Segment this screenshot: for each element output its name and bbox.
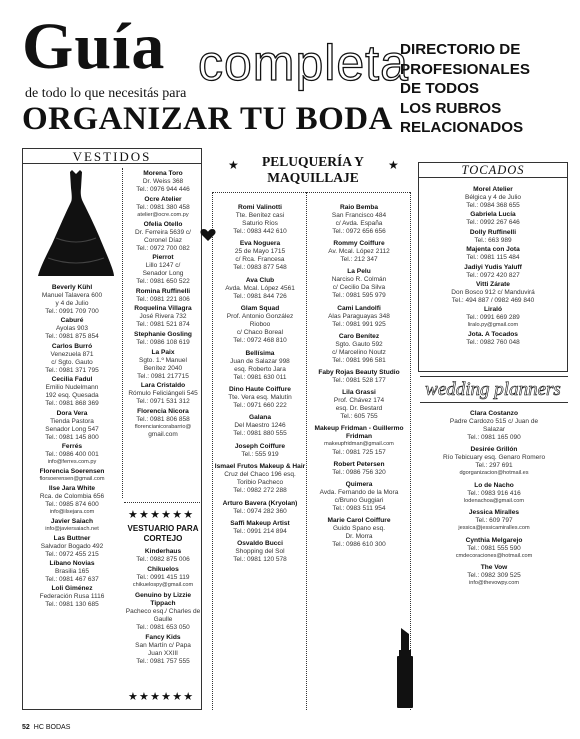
entry-detail: Senador Long xyxy=(142,270,184,278)
entry-name: Ava Club xyxy=(245,276,275,284)
list-item xyxy=(124,566,202,590)
list-item xyxy=(214,240,306,272)
entry-name: Saffi Makeup Artist xyxy=(230,519,290,527)
wedding-line-bottom xyxy=(420,402,568,403)
entry-detail: Tel.: 494 887 / 0982 469 840 xyxy=(451,296,535,304)
list-item xyxy=(124,221,202,253)
entry-detail: Av. Mcal. López 2112 xyxy=(328,248,390,256)
entry-detail: Avda. Fernando de la Mora xyxy=(319,489,399,497)
entry-name: Loli Giménez xyxy=(51,585,93,593)
entry-name: Ferrés xyxy=(61,442,83,450)
list-item xyxy=(124,634,202,666)
entry-detail: Shopping del Sol xyxy=(235,548,285,556)
entry-detail: Del Maestro 1246 xyxy=(234,422,286,430)
list-item xyxy=(124,408,202,440)
list-item xyxy=(214,540,306,564)
list-item xyxy=(124,592,202,632)
entry-name: Liraló xyxy=(484,306,502,314)
stars-top: ★★★★★★ xyxy=(128,509,195,521)
list-item xyxy=(214,350,306,382)
list-item xyxy=(420,246,566,262)
vestidos-list-right xyxy=(124,170,202,441)
entry-detail: Salazar xyxy=(482,426,506,433)
entry-name: Pierrot xyxy=(152,254,174,262)
entry-detail: Juan de Salazar 998 xyxy=(230,357,290,365)
entry-name: Jota. A Tocados xyxy=(468,331,518,339)
entry-detail: Tel.: 0972 420 827 xyxy=(466,271,520,279)
entry-detail: Tel.: 0976 944 446 xyxy=(136,186,190,193)
tocados-heading: TOCADOS xyxy=(461,163,525,177)
list-item xyxy=(24,410,120,442)
entry-name: Romina Ruffinelli xyxy=(135,287,191,295)
entry-detail: florencianicorabarrio@ xyxy=(134,423,192,430)
entry-name: Beverly Kühl xyxy=(51,284,93,291)
entry-detail: Tel.: 555 919 xyxy=(241,450,279,458)
entry-detail: Tel.: 0981 595 979 xyxy=(332,292,386,300)
list-item xyxy=(214,500,306,516)
entry-detail: Tel.: 0991 214 894 xyxy=(233,527,287,535)
entry-name: Chikuelos xyxy=(147,566,179,573)
list-item xyxy=(24,560,120,584)
title-guia: Guía xyxy=(22,10,166,83)
list-item xyxy=(420,186,566,210)
entry-detail: Senador Long 547 xyxy=(45,425,99,433)
entry-detail: Juan XXIII xyxy=(148,649,178,657)
list-item xyxy=(308,517,410,549)
entry-detail: Pacheco esq./ Charles de xyxy=(125,607,201,615)
peluqueria-mid-border xyxy=(306,192,307,710)
lipstick-icon xyxy=(394,626,416,710)
entry-detail: Tel.: 0981 630 011 xyxy=(233,373,287,381)
list-item xyxy=(420,482,568,506)
entry-name: Clara Costanzo xyxy=(470,410,518,417)
entry-detail: Tel.: 0983 877 548 xyxy=(233,264,287,272)
entry-name: Majenta con Jota xyxy=(466,246,520,254)
entry-detail: Bélgica y 4 de Julio xyxy=(464,194,521,201)
list-item xyxy=(420,537,568,561)
entry-detail: Tel.: 0986 756 320 xyxy=(332,469,386,476)
entry-name: Marie Carol Coiffure xyxy=(327,517,391,525)
entry-detail: chikuelospy@gmail.com xyxy=(132,582,194,588)
tocados-list xyxy=(420,186,566,349)
entry-detail: jessica@jessicamiralles.com xyxy=(458,525,530,531)
list-item xyxy=(420,211,566,227)
list-item xyxy=(214,520,306,536)
entry-name: Jessica Miralles xyxy=(468,509,520,516)
entry-detail: Alas Paraguayas 348 xyxy=(328,312,390,320)
entry-detail: Tel.: 0982 272 288 xyxy=(233,487,287,495)
list-item xyxy=(214,443,306,459)
entry-detail: Tel.: 0981 165 090 xyxy=(467,434,521,441)
list-item xyxy=(124,349,202,381)
entry-detail: Tel.: 0972 656 656 xyxy=(332,228,386,235)
entry-detail: Ayolas 903 xyxy=(55,325,89,333)
entry-name: Ilse Jara White xyxy=(48,484,96,492)
list-item xyxy=(124,305,202,329)
entry-name: Lara Cristaldo xyxy=(140,382,186,390)
entry-detail: Rómulo Feliciángeli 545 xyxy=(128,390,198,398)
entry-detail: Tel.: 663 989 xyxy=(474,236,512,244)
list-item xyxy=(24,518,120,534)
entry-detail: Tel.: 0981 757 555 xyxy=(136,657,190,665)
cortejo-heading: VESTUARIO PARA CORTEJO xyxy=(127,524,199,543)
entry-detail: c/ Cecilio Da Silva xyxy=(332,284,386,292)
entry-detail: c/ Chaco Boreal xyxy=(236,329,284,337)
entry-name: Raio Bemba xyxy=(339,204,379,211)
entry-name: Robert Petersen xyxy=(333,461,385,468)
wedding-line-top xyxy=(420,376,568,377)
entry-detail: c/Bruno Guggiari xyxy=(334,497,384,505)
entry-name: Vitti Zárate xyxy=(476,280,510,288)
star-icon: ★ xyxy=(228,158,239,172)
entry-name: Ofelia Otello xyxy=(143,220,183,228)
directory-heading: DIRECTORIO DE PROFESIONALES DE TODOS LOS RUBROS RELACIONADOS xyxy=(400,41,530,136)
entry-name: Cami Landolfi xyxy=(337,304,381,312)
entry-detail: Manuel Talavera 600 xyxy=(41,292,103,299)
vestidos-divider xyxy=(122,168,123,498)
entry-detail: cmdecoraciones@hotmail.com xyxy=(455,552,533,559)
entry-name: Gabriela Lucía xyxy=(470,211,516,219)
list-item xyxy=(24,485,120,517)
entry-detail: Tel.: 0991 669 289 xyxy=(466,314,520,322)
entry-detail: c/ Marcelino Noutz xyxy=(332,348,386,356)
title-organizar: ORGANIZAR TU BODA xyxy=(22,101,393,137)
entry-detail: Dr. Ferreira 5639 c/ xyxy=(135,228,191,236)
entry-name: Lila Grassi xyxy=(342,389,376,397)
entry-detail: atelier@ocre.com.py xyxy=(137,211,189,218)
entry-name: Makeup Fridman - Guillermo Fridman xyxy=(314,425,404,441)
list-item xyxy=(214,386,306,410)
vestidos-list-left xyxy=(24,284,120,611)
entry-name: La Paix xyxy=(151,348,175,356)
entry-detail: Federación Rusa 1116 xyxy=(39,593,105,601)
entry-detail: Prof. Chávez 174 xyxy=(333,397,385,405)
peluqueria-list-1 xyxy=(214,204,306,569)
entry-detail: Tel.: 0983 916 416 xyxy=(467,489,521,497)
entry-detail: Tel.: 0992 267 646 xyxy=(466,219,520,227)
list-item xyxy=(420,331,566,347)
entry-detail: Tel.: 0981 217715 xyxy=(137,372,189,380)
entry-detail: Tienda Pastora xyxy=(50,417,94,425)
entry-name: Dolly Ruffinelli xyxy=(469,228,517,236)
entry-detail: Padre Cardozo 515 c/ Juan de xyxy=(449,418,539,425)
entry-name: Florencia Nicora xyxy=(137,407,189,415)
entry-detail: Tel.: 0982 875 006 xyxy=(136,556,190,563)
entry-detail: Tel.: 297 691 xyxy=(475,462,513,469)
stars-bottom: ★★★★★★ xyxy=(128,691,195,703)
entry-name: Dora Vera xyxy=(56,409,88,417)
entry-name: Desirée Grillón xyxy=(470,446,518,453)
list-item xyxy=(124,254,202,286)
entry-detail: liralo.py@gmail.com xyxy=(467,322,519,329)
entry-detail: Tel.: 0981 115 484 xyxy=(466,254,520,262)
wedding-dress-icon xyxy=(36,168,116,278)
entry-detail: esq. Dr. Bestard xyxy=(335,405,383,413)
entry-detail: lodenachoa@gmail.com xyxy=(463,497,525,504)
entry-detail: Tel.: 0981 380 458 xyxy=(136,203,190,211)
entry-name: Las Buttner xyxy=(53,534,91,542)
entry-detail: Tel.: 0981 650 522 xyxy=(136,278,190,286)
entry-detail: José Rivera 732 xyxy=(139,313,187,321)
list-item xyxy=(308,369,410,385)
entry-detail: Tel.: 0974 282 360 xyxy=(233,507,287,515)
entry-detail: florsoerensen@gmail.com xyxy=(39,475,105,482)
list-item xyxy=(308,305,410,329)
entry-name: Bellísima xyxy=(245,349,275,357)
list-item xyxy=(124,548,202,564)
list-item xyxy=(214,463,306,495)
entry-name: Caburé xyxy=(60,317,84,325)
list-item xyxy=(24,585,120,609)
cortejo-divider xyxy=(124,502,200,503)
list-item xyxy=(24,317,120,341)
entry-detail: Guido Spano esq. xyxy=(332,525,386,533)
entry-detail: Rca. de Colombia 656 xyxy=(39,492,105,500)
list-item xyxy=(308,268,410,300)
list-item xyxy=(214,305,306,345)
list-item xyxy=(214,414,306,438)
vestidos-heading: VESTIDOS xyxy=(72,149,152,164)
entry-detail: Prof. Antonio González xyxy=(226,313,294,321)
list-item xyxy=(24,284,120,316)
entry-detail: Tel.: 0981 521 874 xyxy=(136,321,190,329)
wedding-list xyxy=(420,410,568,592)
entry-detail: Tel.: 0986 610 300 xyxy=(332,541,386,549)
entry-detail: Tel.: 0981 996 581 xyxy=(332,356,386,364)
entry-name: Lo de Nacho xyxy=(474,481,514,489)
entry-name: Genuino by Lizzie Tippach xyxy=(134,591,192,607)
entry-detail: c/ Sgto. Gauto xyxy=(51,358,93,366)
entry-detail: Tel.: 0991 709 700 xyxy=(45,308,99,315)
entry-name: Joseph Coiffure xyxy=(234,442,286,450)
list-item xyxy=(214,277,306,301)
entry-detail: Tte. Vera esq. Malutín xyxy=(228,393,292,401)
entry-detail: info@thevowpy.com xyxy=(468,580,520,586)
title-subtitle: de todo lo que necesitás para xyxy=(25,86,187,101)
entry-detail: Tel.: 0981 145 800 xyxy=(45,433,99,441)
entry-name: Javier Saiach xyxy=(50,517,94,525)
entry-detail: San Martín c/ Papa xyxy=(135,641,191,649)
entry-name: Morena Toro xyxy=(143,170,183,177)
entry-name: Eva Noguera xyxy=(239,240,281,248)
entry-detail: Tel.: 0981 844 726 xyxy=(233,292,287,300)
entry-name: Florencia Soerensen xyxy=(39,467,105,475)
entry-name: Caro Benítez xyxy=(338,332,380,340)
list-item xyxy=(124,382,202,406)
entry-name: The Vow xyxy=(480,564,508,571)
entry-detail: makeupfridman@gmail.com xyxy=(324,441,394,448)
entry-detail: gmail.com xyxy=(148,431,178,439)
list-item xyxy=(308,240,410,264)
list-item xyxy=(420,229,566,245)
entry-name: Líbano Novias xyxy=(49,559,95,567)
list-item xyxy=(124,288,202,304)
list-item xyxy=(308,461,410,477)
entry-detail: Tel.: 0981 875 854 xyxy=(45,333,99,341)
list-item xyxy=(308,333,410,365)
entry-name: Kinderhaus xyxy=(144,548,182,555)
entry-detail: Emilio Nudelmann xyxy=(45,384,99,392)
entry-name: Rommy Coiffure xyxy=(333,240,385,248)
entry-name: Morel Atelier xyxy=(473,186,513,193)
entry-detail: Tel.: 212 347 xyxy=(340,256,378,264)
entry-name: Cecilia Fadul xyxy=(51,376,93,384)
list-item xyxy=(308,425,410,457)
entry-detail: esq. Roberto Jara xyxy=(234,365,286,373)
entry-detail: Tel.: 0981 120 578 xyxy=(233,556,287,564)
entry-name: Arturo Bavera (Kryolan) xyxy=(222,499,298,507)
entry-detail: Tel.: 0972 455 215 xyxy=(45,550,99,558)
entry-detail: Tel.: 0981 991 925 xyxy=(332,320,386,328)
title-completa: completa xyxy=(198,35,409,91)
list-item xyxy=(420,281,566,305)
entry-detail: Coronel Díaz xyxy=(144,236,182,244)
entry-detail: Tel.: 0981 806 858 xyxy=(136,415,190,423)
entry-name: Romi Valinotti xyxy=(238,204,282,211)
list-item xyxy=(308,481,410,513)
list-item xyxy=(214,204,306,236)
entry-name: Quimera xyxy=(345,481,373,489)
entry-detail: Salvador Bogado 492 xyxy=(40,542,104,550)
list-item xyxy=(308,389,410,421)
entry-detail: Tel.: 605 755 xyxy=(340,413,378,421)
entry-detail: dgorganizacion@hotmail.es xyxy=(459,470,529,476)
entry-name: La Pelu xyxy=(347,268,371,276)
entry-name: Fancy Kids xyxy=(145,633,181,641)
entry-detail: Narciso R. Colmán xyxy=(331,276,387,284)
cortejo-list xyxy=(124,548,202,668)
entry-detail: info@ilsejara.com xyxy=(49,508,95,515)
entry-detail: Saturio Ríos xyxy=(242,220,278,227)
entry-detail: Lillo 1247 c/ xyxy=(145,262,181,270)
entry-name: Faby Rojas Beauty Studio xyxy=(318,368,400,376)
list-item xyxy=(24,535,120,559)
peluqueria-heading: PELUQUERÍA Y MAQUILLAJE xyxy=(262,154,364,185)
entry-name: Dino Haute Coiffure xyxy=(229,385,291,393)
entry-detail: Toribio Pacheco xyxy=(236,479,284,487)
entry-name: Galana xyxy=(249,414,271,422)
list-item xyxy=(420,306,566,330)
entry-detail: Tel.: 0981 467 637 xyxy=(45,575,99,583)
entry-name: Jadiyi Yudis Yaluff xyxy=(464,263,522,271)
entry-detail: Tel.: 0981 880 555 xyxy=(233,430,287,438)
entry-detail: Tel.: 0982 760 048 xyxy=(466,339,520,347)
wedding-heading: wedding planners xyxy=(425,379,561,400)
entry-detail: Tel.: 0986 400 001 xyxy=(45,450,99,458)
entry-detail: Tel.: 0985 874 600 xyxy=(45,500,99,508)
entry-detail: 192 esq. Quesada xyxy=(45,392,99,400)
entry-name: Carlos Burró xyxy=(51,342,93,350)
list-item xyxy=(24,343,120,375)
entry-detail: y 4 de Julio xyxy=(55,300,89,307)
entry-detail: Dr. Weiss 368 xyxy=(142,178,184,185)
entry-detail: Cruz del Chaco 196 esq. xyxy=(224,471,296,479)
list-item xyxy=(124,170,202,194)
entry-detail: Tel.: 0981 221 806 xyxy=(136,295,190,303)
entry-detail: Tel.: 0981 130 685 xyxy=(45,601,99,609)
entry-detail: Tel.: 0981 868 369 xyxy=(45,400,99,408)
peluqueria-left-border xyxy=(212,192,213,710)
entry-detail: Sgto. 1.º Manuel xyxy=(139,356,187,364)
entry-detail: Río Tebicuary esq. Genaro Romero xyxy=(442,454,546,461)
entry-name: Ismael Frutos Makeup & Hair xyxy=(214,463,306,471)
entry-detail: info@ferres.com.py xyxy=(47,458,97,465)
entry-detail: Tel.: 0972 468 810 xyxy=(233,337,287,345)
page-footer: 52 HC BODAS xyxy=(22,724,71,731)
entry-name: Osvaldo Bucci xyxy=(237,540,283,548)
entry-name: Glam Squad xyxy=(240,305,280,313)
entry-detail: Gaulle xyxy=(153,615,173,623)
list-item xyxy=(24,468,120,484)
entry-name: Cynthia Melgarejo xyxy=(465,536,523,544)
list-item xyxy=(124,331,202,347)
entry-detail: Tel.: 0986 108 619 xyxy=(136,339,190,347)
list-item xyxy=(420,564,568,588)
entry-detail: Benítez 2040 xyxy=(143,364,183,372)
list-item xyxy=(420,509,568,533)
entry-detail: Don Bosco 912 c/ Manduvirá xyxy=(451,288,535,296)
entry-detail: Tel.: 0972 700 082 xyxy=(136,244,190,252)
list-item xyxy=(420,446,568,478)
entry-detail: Tel.: 0983 511 954 xyxy=(332,505,386,513)
entry-detail: Tel.: 0981 555 590 xyxy=(467,544,521,552)
list-item xyxy=(124,196,202,220)
entry-detail: info@javiersaiach.net xyxy=(45,525,99,532)
peluqueria-list-2 xyxy=(308,204,410,554)
list-item xyxy=(308,204,410,236)
entry-detail: Tel.: 0971 660 222 xyxy=(233,401,287,409)
entry-detail: Tel.: 0982 309 525 xyxy=(467,572,521,579)
entry-detail: Tel.: 0971 531 312 xyxy=(136,398,190,406)
entry-detail: Tel.: 0981 528 177 xyxy=(332,376,386,384)
list-item xyxy=(24,376,120,408)
entry-name: Roquelina Villagra xyxy=(134,305,192,313)
entry-detail: Dr. Morra xyxy=(345,533,373,541)
entry-detail: Tel.: 0984 368 655 xyxy=(466,202,520,209)
entry-detail: Tel.: 609 797 xyxy=(475,517,513,524)
entry-detail: Sgto. Gauto 592 xyxy=(335,340,383,348)
entry-detail: Venezuela 871 xyxy=(50,350,94,358)
entry-detail: Tte. Benítez casi xyxy=(235,212,285,219)
entry-detail: c/ Avda. España xyxy=(335,220,383,227)
entry-detail: Tel.: 0981 371 795 xyxy=(45,366,99,374)
entry-name: Ocre Atelier xyxy=(144,195,182,203)
entry-detail: Tel.: 0991 415 119 xyxy=(136,574,190,581)
star-icon: ★ xyxy=(388,158,399,172)
entry-detail: 25 de Mayo 1715 xyxy=(234,248,286,256)
peluqueria-top-border xyxy=(212,192,410,193)
entry-detail: Rioboo xyxy=(249,321,271,329)
list-item xyxy=(420,410,568,442)
entry-detail: Avda. Mcal. López 4561 xyxy=(225,284,295,292)
list-item xyxy=(24,443,120,467)
entry-name: Stephanie Gosling xyxy=(134,331,192,339)
entry-detail: San Francisco 484 xyxy=(331,212,387,219)
entry-detail: Brasilia 165 xyxy=(55,567,89,575)
list-item xyxy=(420,264,566,280)
entry-detail: c/ Rca. Francesa xyxy=(235,256,285,264)
entry-detail: Tel.: 0981 725 157 xyxy=(332,448,386,456)
entry-detail: Tel.: 0981 653 050 xyxy=(136,623,190,631)
entry-detail: Tel.: 0983 442 610 xyxy=(233,228,287,235)
